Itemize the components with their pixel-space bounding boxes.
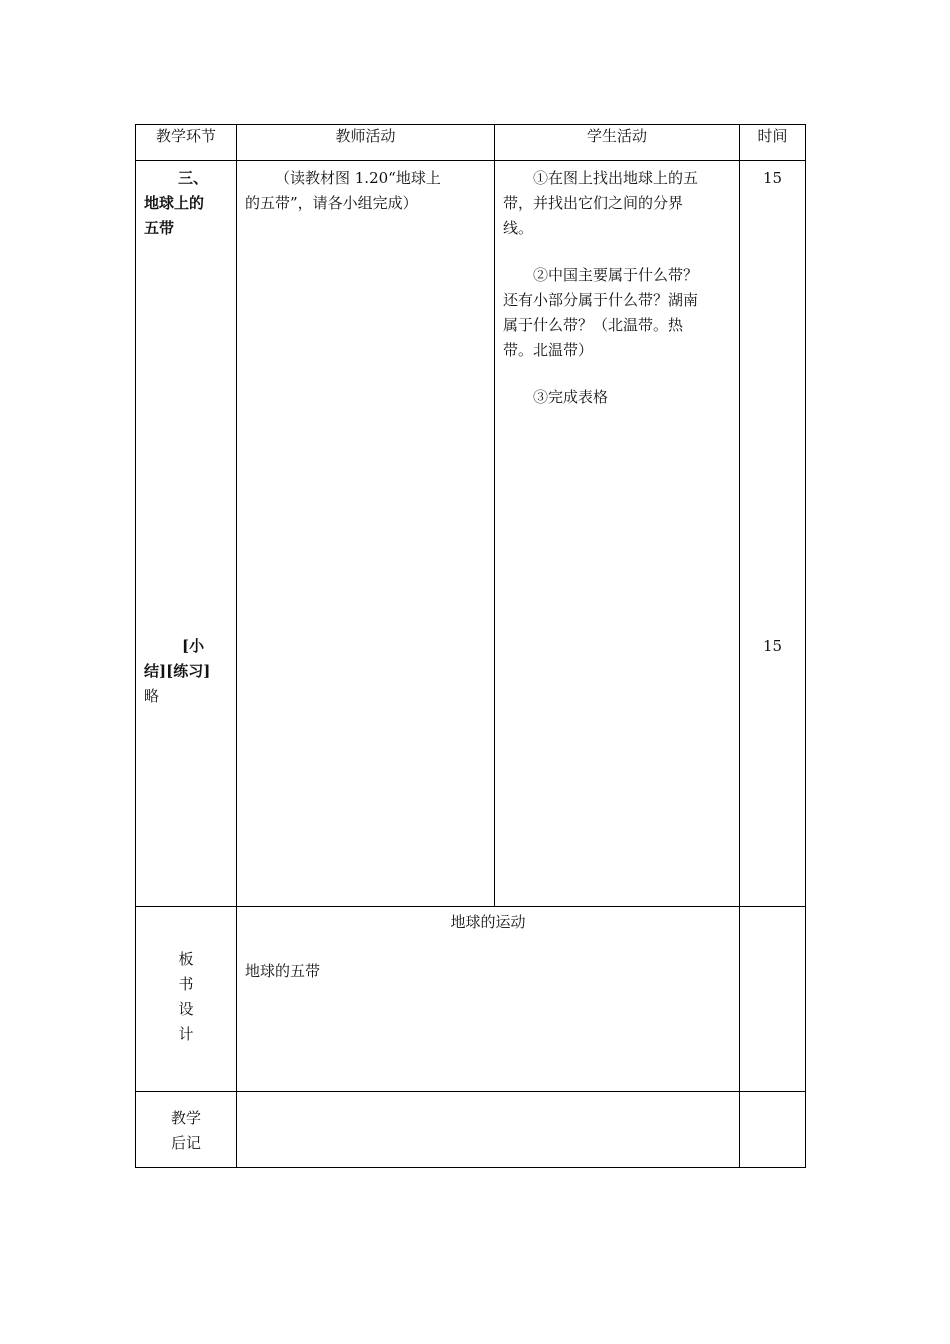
notes-label-line1: 教学 — [170, 1109, 201, 1127]
board-design-row — [136, 907, 806, 1092]
summary-line1: [小 — [182, 637, 205, 655]
teacher-activity-line2: 的五带”，请各小组完成） — [245, 194, 418, 212]
board-design-label-cell — [136, 907, 237, 1092]
student-item1-line3: 线。 — [503, 219, 534, 237]
header-stage: 教学环节 — [136, 125, 237, 161]
board-content: 地球的五带 — [245, 962, 321, 980]
time-cell — [740, 161, 806, 907]
student-item2-line4: 带。北温带） — [503, 341, 594, 359]
student-item1-line1: ①在图上找出地球上的五 — [533, 169, 699, 187]
teacher-activity-line1: （读教材图 1.20“地球上 — [275, 169, 441, 187]
student-item3: ③完成表格 — [533, 388, 609, 406]
main-row — [136, 161, 806, 907]
student-item2-line3: 属于什么带？（北温带。热 — [503, 316, 684, 334]
header-student-activity: 学生活动 — [495, 125, 740, 161]
student-activity-cell — [495, 161, 740, 907]
board-design-time-cell — [740, 907, 806, 1092]
board-design-content-cell — [237, 907, 740, 1092]
lesson-plan-table — [135, 124, 806, 1168]
header-teacher-activity: 教师活动 — [237, 125, 495, 161]
notes-label-line2: 后记 — [170, 1134, 201, 1152]
student-item2-line2: 还有小部分属于什么带？湖南 — [503, 291, 699, 309]
section-title-block — [144, 166, 228, 606]
stage-cell — [136, 161, 237, 907]
section-title-line1: 三、 — [178, 169, 209, 187]
teaching-notes-content-cell — [237, 1092, 740, 1168]
board-title: 地球的运动 — [450, 913, 526, 931]
summary-block — [144, 606, 228, 709]
header-time: 时间 — [740, 125, 806, 161]
board-label-line4: 计 — [178, 1025, 194, 1043]
board-label-line3: 设 — [178, 1000, 194, 1018]
teaching-notes-row — [136, 1092, 806, 1168]
summary-line2: 结][练习] — [144, 662, 211, 680]
time-value-1: 15 — [762, 169, 783, 187]
board-label-line1: 板 — [178, 950, 194, 968]
section-title-line2: 地球上的 — [144, 194, 205, 212]
teaching-notes-label-cell — [136, 1092, 237, 1168]
summary-line3: 略 — [144, 687, 160, 705]
student-item1-line2: 带，并找出它们之间的分界 — [503, 194, 684, 212]
time-value-2: 15 — [762, 637, 783, 655]
header-row — [136, 125, 806, 161]
teacher-activity-cell — [237, 161, 495, 907]
section-title-line3: 五带 — [144, 219, 175, 237]
board-label-line2: 书 — [178, 975, 194, 993]
student-item2-line1: ②中国主要属于什么带？ — [533, 266, 699, 284]
teaching-notes-time-cell — [740, 1092, 806, 1168]
